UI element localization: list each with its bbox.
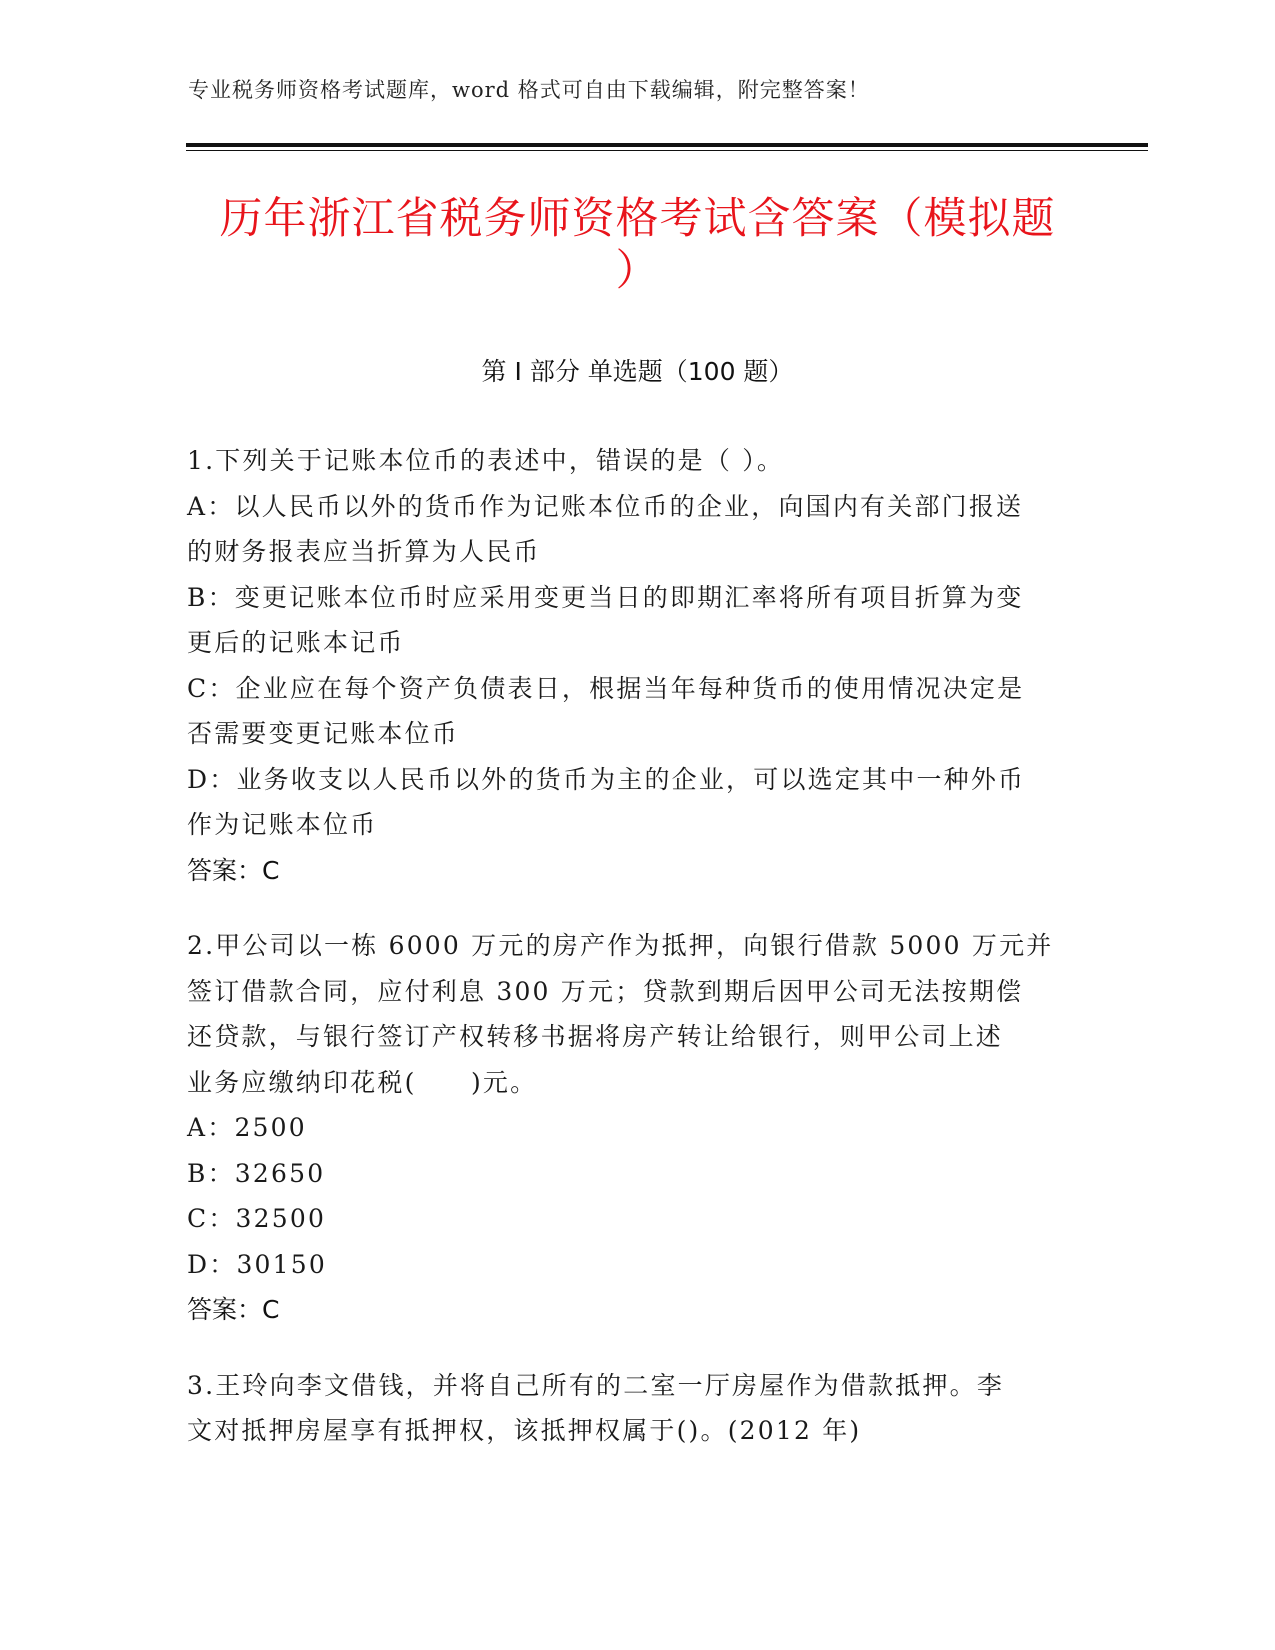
answer-option-line: A：以人民币以外的货币作为记账本位币的企业，向国内有关部门报送 bbox=[187, 491, 1024, 521]
question-1 bbox=[187, 438, 1067, 893]
answer-option-line: 否需要变更记账本位币 bbox=[187, 719, 460, 748]
header-divider-thin bbox=[186, 150, 1148, 151]
answer-option bbox=[187, 757, 1067, 848]
answer-option-line: 作为记账本位币 bbox=[187, 810, 378, 839]
answer-option-line: C：企业应在每个资产负债表日，根据当年每种货币的使用情况决定是 bbox=[187, 673, 1025, 703]
answer-option-line: D：30150 bbox=[187, 1249, 327, 1279]
section-title: 第 I 部分 单选题（100 题） bbox=[481, 357, 794, 386]
question-list bbox=[187, 438, 1067, 1484]
answer-option-line: C：32500 bbox=[187, 1204, 327, 1233]
document-title bbox=[150, 193, 1125, 297]
answer-option-line: D：业务收支以人民币以外的货币为主的企业，可以选定其中一种外币 bbox=[187, 764, 1026, 794]
answer-option-line: B：32650 bbox=[187, 1158, 326, 1188]
answer-option-line: 更后的记账本记币 bbox=[187, 628, 405, 657]
answer-option bbox=[187, 1196, 1067, 1242]
answer-option bbox=[187, 1242, 1067, 1288]
answer-key: 答案：C bbox=[187, 855, 280, 885]
answer-option bbox=[187, 484, 1067, 575]
question-stem-line: 文对抵押房屋享有抵押权，该抵押权属于()。(2012 年) bbox=[187, 1416, 862, 1445]
question-stem-line: 业务应缴纳印花税( )元。 bbox=[187, 1067, 538, 1097]
question-2 bbox=[187, 923, 1067, 1333]
question-stem-line: 还贷款，与银行签订产权转移书据将房产转让给银行，则甲公司上述 bbox=[187, 1022, 1004, 1051]
question-3 bbox=[187, 1363, 1067, 1454]
document-title-line-1: 历年浙江省税务师资格考试含答案（模拟题 bbox=[219, 194, 1056, 244]
header-note: 专业税务师资格考试题库，word 格式可自由下载编辑，附完整答案！ bbox=[188, 78, 870, 102]
question-stem-line: 2.甲公司以一栋 6000 万元的房产作为抵押，向银行借款 5000 万元并 bbox=[187, 931, 1054, 960]
answer-option-line: A：2500 bbox=[187, 1113, 307, 1142]
question-stem-line: 签订借款合同，应付利息 300 万元；贷款到期后因甲公司无法按期偿 bbox=[187, 976, 1024, 1006]
answer-key: 答案：C bbox=[187, 1295, 280, 1324]
answer-option bbox=[187, 1105, 1067, 1151]
answer-option-line: 的财务报表应当折算为人民币 bbox=[187, 537, 541, 566]
document-title-line-2: ） bbox=[615, 246, 660, 296]
question-stem-line: 1.下列关于记账本位币的表述中，错误的是（ ）。 bbox=[187, 446, 785, 475]
question-stem-line: 3.王玲向李文借钱，并将自己所有的二室一厅房屋作为借款抵押。李 bbox=[187, 1370, 1005, 1400]
header-divider bbox=[186, 143, 1148, 147]
answer-option-line: B：变更记账本位币时应采用变更当日的即期汇率将所有项目折算为变 bbox=[187, 582, 1024, 612]
answer-option bbox=[187, 666, 1067, 757]
answer-option bbox=[187, 1151, 1067, 1197]
answer-option bbox=[187, 575, 1067, 666]
